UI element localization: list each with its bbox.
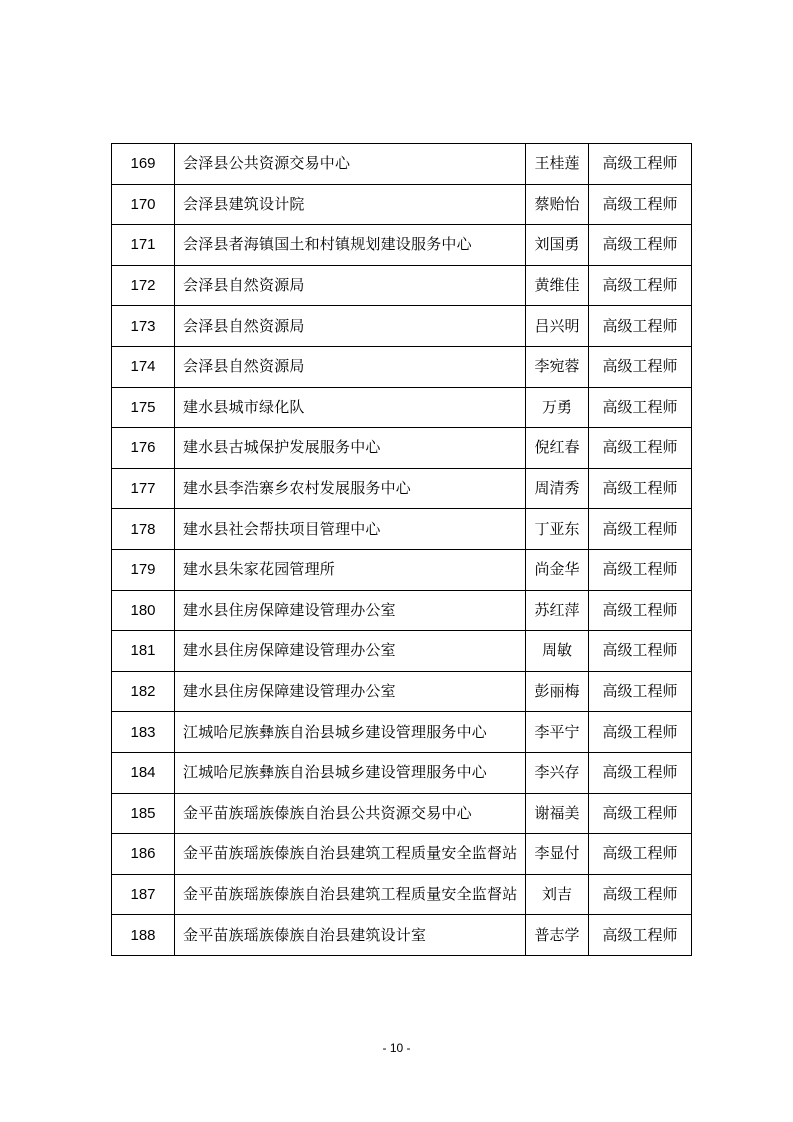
organization-cell: 金平苗族瑶族傣族自治县公共资源交易中心: [175, 793, 526, 834]
job-title-cell: 高级工程师: [589, 468, 692, 509]
job-title-cell: 高级工程师: [589, 265, 692, 306]
table-row: [112, 752, 692, 793]
table-row: [112, 265, 692, 306]
table-row: [112, 184, 692, 225]
job-title-cell: 高级工程师: [589, 590, 692, 631]
person-name-cell: 李平宁: [526, 712, 589, 753]
organization-cell: 建水县城市绿化队: [175, 387, 526, 428]
table-row: [112, 834, 692, 875]
person-name-cell: 彭丽梅: [526, 671, 589, 712]
organization-cell: 建水县社会帮扶项目管理中心: [175, 509, 526, 550]
organization-cell: 会泽县自然资源局: [175, 306, 526, 347]
organization-cell: 金平苗族瑶族傣族自治县建筑工程质量安全监督站: [175, 834, 526, 875]
job-title-cell: 高级工程师: [589, 144, 692, 185]
roster-table-body: [112, 144, 692, 956]
organization-cell: 建水县李浩寨乡农村发展服务中心: [175, 468, 526, 509]
table-row: [112, 712, 692, 753]
table-row: [112, 671, 692, 712]
organization-cell: 金平苗族瑶族傣族自治县建筑工程质量安全监督站: [175, 874, 526, 915]
organization-cell: 会泽县者海镇国土和村镇规划建设服务中心: [175, 225, 526, 266]
row-number: 178: [112, 509, 175, 550]
organization-cell: 会泽县建筑设计院: [175, 184, 526, 225]
row-number: 176: [112, 428, 175, 469]
row-number: 185: [112, 793, 175, 834]
person-name-cell: 刘国勇: [526, 225, 589, 266]
job-title-cell: 高级工程师: [589, 387, 692, 428]
job-title-cell: 高级工程师: [589, 793, 692, 834]
table-row: [112, 793, 692, 834]
row-number: 173: [112, 306, 175, 347]
person-name-cell: 周敏: [526, 631, 589, 672]
job-title-cell: 高级工程师: [589, 834, 692, 875]
table-row: [112, 590, 692, 631]
job-title-cell: 高级工程师: [589, 306, 692, 347]
organization-cell: 建水县朱家花园管理所: [175, 549, 526, 590]
person-name-cell: 刘吉: [526, 874, 589, 915]
job-title-cell: 高级工程师: [589, 549, 692, 590]
row-number: 184: [112, 752, 175, 793]
organization-cell: 会泽县自然资源局: [175, 346, 526, 387]
table-row: [112, 874, 692, 915]
table-row: [112, 468, 692, 509]
job-title-cell: 高级工程师: [589, 712, 692, 753]
organization-cell: 江城哈尼族彝族自治县城乡建设管理服务中心: [175, 712, 526, 753]
table-row: [112, 509, 692, 550]
row-number: 183: [112, 712, 175, 753]
table-row: [112, 306, 692, 347]
job-title-cell: 高级工程师: [589, 225, 692, 266]
job-title-cell: 高级工程师: [589, 631, 692, 672]
row-number: 188: [112, 915, 175, 956]
person-name-cell: 李宛蓉: [526, 346, 589, 387]
person-name-cell: 苏红萍: [526, 590, 589, 631]
person-name-cell: 普志学: [526, 915, 589, 956]
person-name-cell: 吕兴明: [526, 306, 589, 347]
row-number: 180: [112, 590, 175, 631]
organization-cell: 金平苗族瑶族傣族自治县建筑设计室: [175, 915, 526, 956]
organization-cell: 会泽县自然资源局: [175, 265, 526, 306]
job-title-cell: 高级工程师: [589, 752, 692, 793]
person-name-cell: 周清秀: [526, 468, 589, 509]
organization-cell: 江城哈尼族彝族自治县城乡建设管理服务中心: [175, 752, 526, 793]
row-number: 187: [112, 874, 175, 915]
table-row: [112, 915, 692, 956]
person-name-cell: 李兴存: [526, 752, 589, 793]
table-row: [112, 549, 692, 590]
table-row: [112, 631, 692, 672]
organization-cell: 会泽县公共资源交易中心: [175, 144, 526, 185]
row-number: 175: [112, 387, 175, 428]
person-name-cell: 李显付: [526, 834, 589, 875]
person-name-cell: 蔡贻怡: [526, 184, 589, 225]
person-name-cell: 尚金华: [526, 549, 589, 590]
person-name-cell: 王桂莲: [526, 144, 589, 185]
row-number: 172: [112, 265, 175, 306]
row-number: 186: [112, 834, 175, 875]
job-title-cell: 高级工程师: [589, 671, 692, 712]
job-title-cell: 高级工程师: [589, 915, 692, 956]
row-number: 182: [112, 671, 175, 712]
table-row: [112, 387, 692, 428]
row-number: 169: [112, 144, 175, 185]
person-name-cell: 倪红春: [526, 428, 589, 469]
table-row: [112, 144, 692, 185]
row-number: 170: [112, 184, 175, 225]
person-name-cell: 丁亚东: [526, 509, 589, 550]
roster-table: [111, 143, 692, 956]
job-title-cell: 高级工程师: [589, 428, 692, 469]
organization-cell: 建水县住房保障建设管理办公室: [175, 590, 526, 631]
row-number: 181: [112, 631, 175, 672]
job-title-cell: 高级工程师: [589, 509, 692, 550]
organization-cell: 建水县古城保护发展服务中心: [175, 428, 526, 469]
table-row: [112, 346, 692, 387]
organization-cell: 建水县住房保障建设管理办公室: [175, 671, 526, 712]
row-number: 179: [112, 549, 175, 590]
row-number: 174: [112, 346, 175, 387]
organization-cell: 建水县住房保障建设管理办公室: [175, 631, 526, 672]
page-number: - 10 -: [382, 1041, 411, 1055]
person-name-cell: 万勇: [526, 387, 589, 428]
job-title-cell: 高级工程师: [589, 184, 692, 225]
job-title-cell: 高级工程师: [589, 874, 692, 915]
person-name-cell: 黄维佳: [526, 265, 589, 306]
job-title-cell: 高级工程师: [589, 346, 692, 387]
row-number: 177: [112, 468, 175, 509]
person-name-cell: 谢福美: [526, 793, 589, 834]
row-number: 171: [112, 225, 175, 266]
table-row: [112, 225, 692, 266]
table-row: [112, 428, 692, 469]
